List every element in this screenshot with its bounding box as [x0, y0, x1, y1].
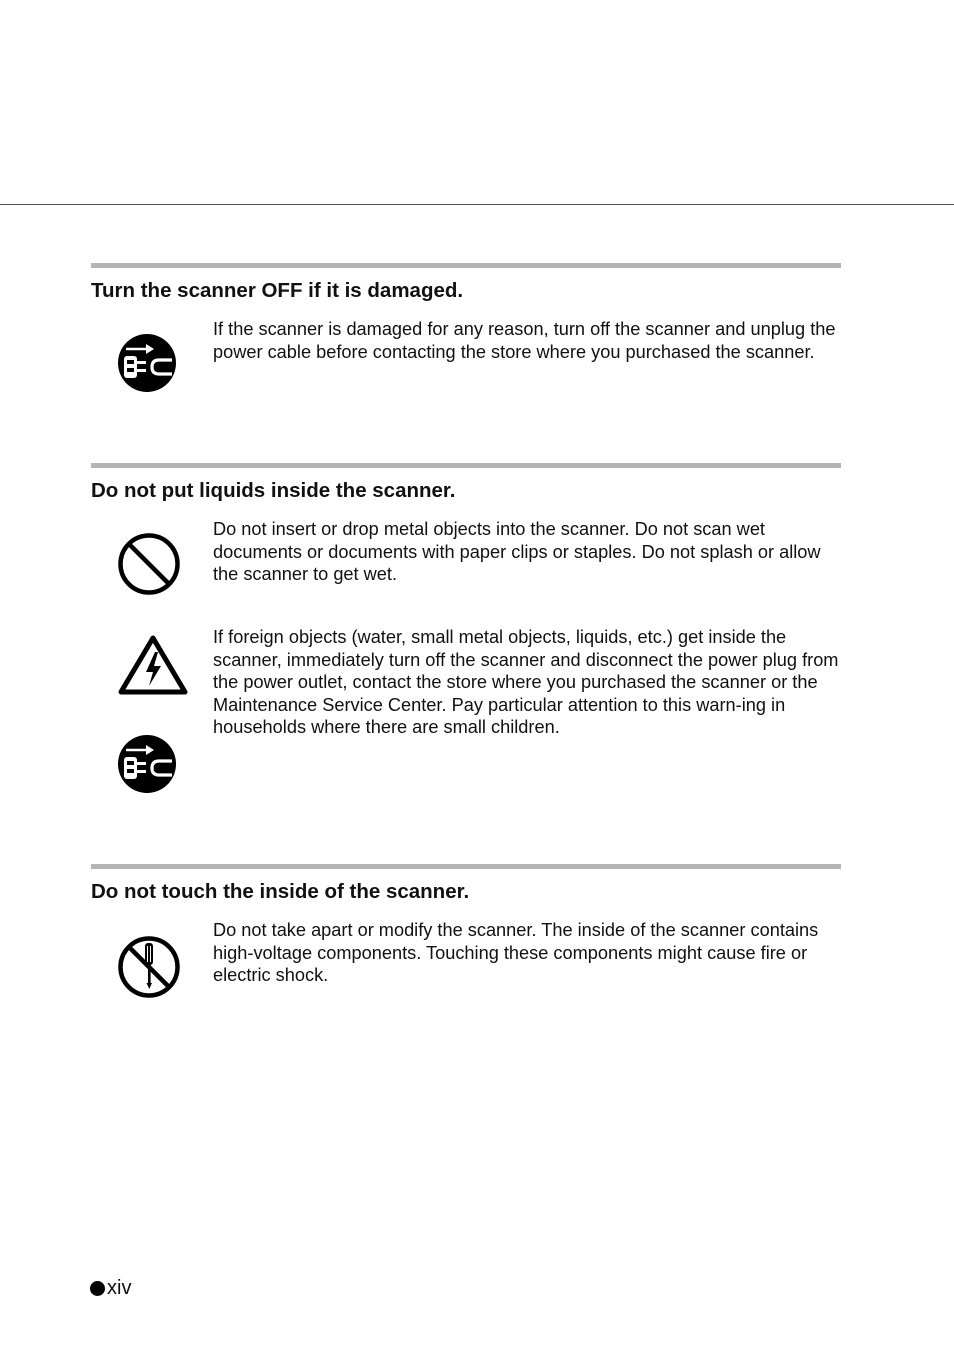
section-do-not-touch-inside [91, 864, 841, 905]
page-number [90, 1276, 131, 1300]
bullet-icon [90, 1281, 105, 1296]
page-number-text: xiv [107, 1277, 132, 1299]
foreign-objects-instruction: If foreign objects (water, small metal objects, liquids, etc.) get inside the scanner, immediately turn off the scanner and disconnect the power plug from the power outlet, contact the store where you purchased the scanner or the Maintenance Service Center. Pay particular attention to this warn-ing in households where there are small children. [213, 627, 839, 738]
section-divider [91, 463, 841, 468]
prohibited-icon [118, 533, 182, 597]
section-no-liquids [91, 463, 841, 504]
no-disassembly-icon [118, 935, 182, 999]
section-title: Turn the scanner OFF if it is damaged. [91, 279, 464, 302]
section-divider [91, 864, 841, 869]
unplug-icon [118, 734, 178, 794]
section-turn-off-if-damaged [91, 263, 841, 304]
liquids-instruction: Do not insert or drop metal objects into the scanner. Do not scan wet documents or documents with paper clips or staples. Do not splash or allow the scanner to get wet. [213, 519, 821, 585]
do-not-disassemble-instruction: Do not take apart or modify the scanner. The inside of the scanner contains high-voltage components. Touching these components might cause fire or electric shock. [213, 920, 819, 986]
electric-shock-warning-icon [117, 634, 189, 696]
section-title: Do not touch the inside of the scanner. [91, 880, 470, 903]
section-divider [91, 263, 841, 268]
section-title: Do not put liquids inside the scanner. [91, 479, 456, 502]
header-rule [0, 204, 954, 205]
unplug-icon [118, 333, 178, 393]
damaged-instruction: If the scanner is damaged for any reason, turn off the scanner and unplug the power cable before contacting the store where you purchased the scanner. [213, 319, 836, 362]
